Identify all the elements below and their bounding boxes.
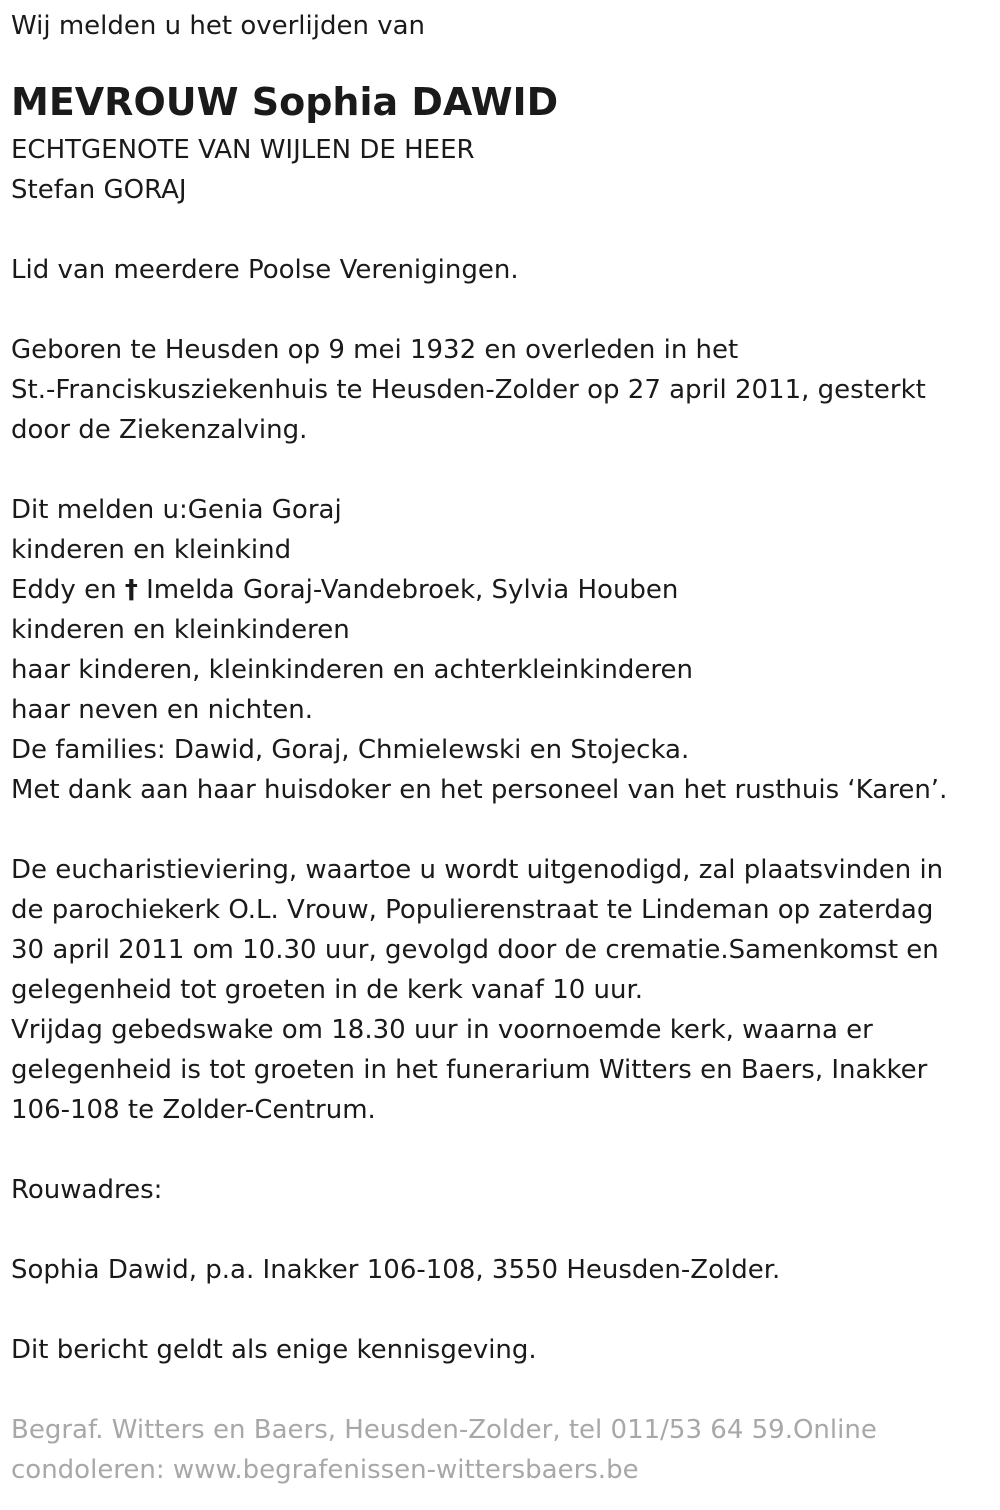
family-line-part: Imelda Goraj-Vandebroek, Sylvia Houben	[137, 575, 679, 605]
ceremony-line: 106-108 te Zolder-Centrum.	[11, 1095, 376, 1125]
family-line: kinderen en kleinkind	[11, 535, 292, 565]
footer-line: condoleren: www.begrafenissen-wittersbaers.be	[11, 1455, 639, 1485]
footer-line: Begraf. Witters en Baers, Heusden-Zolder, tel 011/53 64 59.Online	[11, 1415, 877, 1445]
ceremony-line: De eucharistieviering, waartoe u wordt uitgenodigd, zal plaatsvinden in	[11, 855, 944, 885]
cross-icon: †	[124, 575, 138, 605]
family-line: kinderen en kleinkinderen	[11, 615, 350, 645]
ceremony-line: Vrijdag gebedswake om 18.30 uur in voornoemde kerk, waarna er	[11, 1015, 873, 1045]
footer	[11, 1410, 980, 1490]
intro-text: Wij melden u het overlijden van	[11, 11, 426, 41]
mourning-address: Sophia Dawid, p.a. Inakker 106-108, 3550 Heusden-Zolder.	[11, 1255, 781, 1285]
ceremony-paragraph	[11, 850, 980, 1130]
ceremony-line: de parochiekerk O.L. Vrouw, Populierenstraat te Lindeman op zaterdag	[11, 895, 934, 925]
spouse-name: Stefan GORAJ	[11, 175, 187, 205]
birth-death-paragraph	[11, 330, 980, 450]
family-line: De families: Dawid, Goraj, Chmielewski en Stojecka.	[11, 735, 690, 765]
family-line: haar neven en nichten.	[11, 695, 314, 725]
family-line: haar kinderen, kleinkinderen en achterkleinkinderen	[11, 655, 693, 685]
ceremony-line: gelegenheid is tot groeten in het funerarium Witters en Baers, Inakker	[11, 1055, 928, 1085]
birth-line: St.-Franciskusziekenhuis te Heusden-Zolder op 27 april 2011, gesterkt	[11, 375, 926, 405]
ceremony-line: 30 april 2011 om 10.30 uur, gevolgd door de crematie.Samenkomst en	[11, 935, 939, 965]
family-line-part: Eddy en	[11, 575, 125, 605]
birth-line: Geboren te Heusden op 9 mei 1932 en overleden in het	[11, 335, 739, 365]
membership-text: Lid van meerdere Poolse Verenigingen.	[11, 255, 519, 285]
family-line: Dit melden u:Genia Goraj	[11, 495, 342, 525]
family-paragraph	[11, 490, 980, 810]
spouse-label: ECHTGENOTE VAN WIJLEN DE HEER	[11, 135, 475, 165]
family-line: Met dank aan haar huisdoker en het personeel van het rusthuis ‘Karen’.	[11, 775, 948, 805]
obituary-notice	[11, 6, 980, 1490]
address-label: Rouwadres:	[11, 1175, 163, 1205]
ceremony-line: gelegenheid tot groeten in de kerk vanaf 10 uur.	[11, 975, 644, 1005]
family-line	[11, 570, 980, 610]
birth-line: door de Ziekenzalving.	[11, 415, 308, 445]
deceased-name: MEVROUW Sophia DAWID	[11, 80, 559, 124]
notice-text: Dit bericht geldt als enige kennisgeving.	[11, 1335, 537, 1365]
